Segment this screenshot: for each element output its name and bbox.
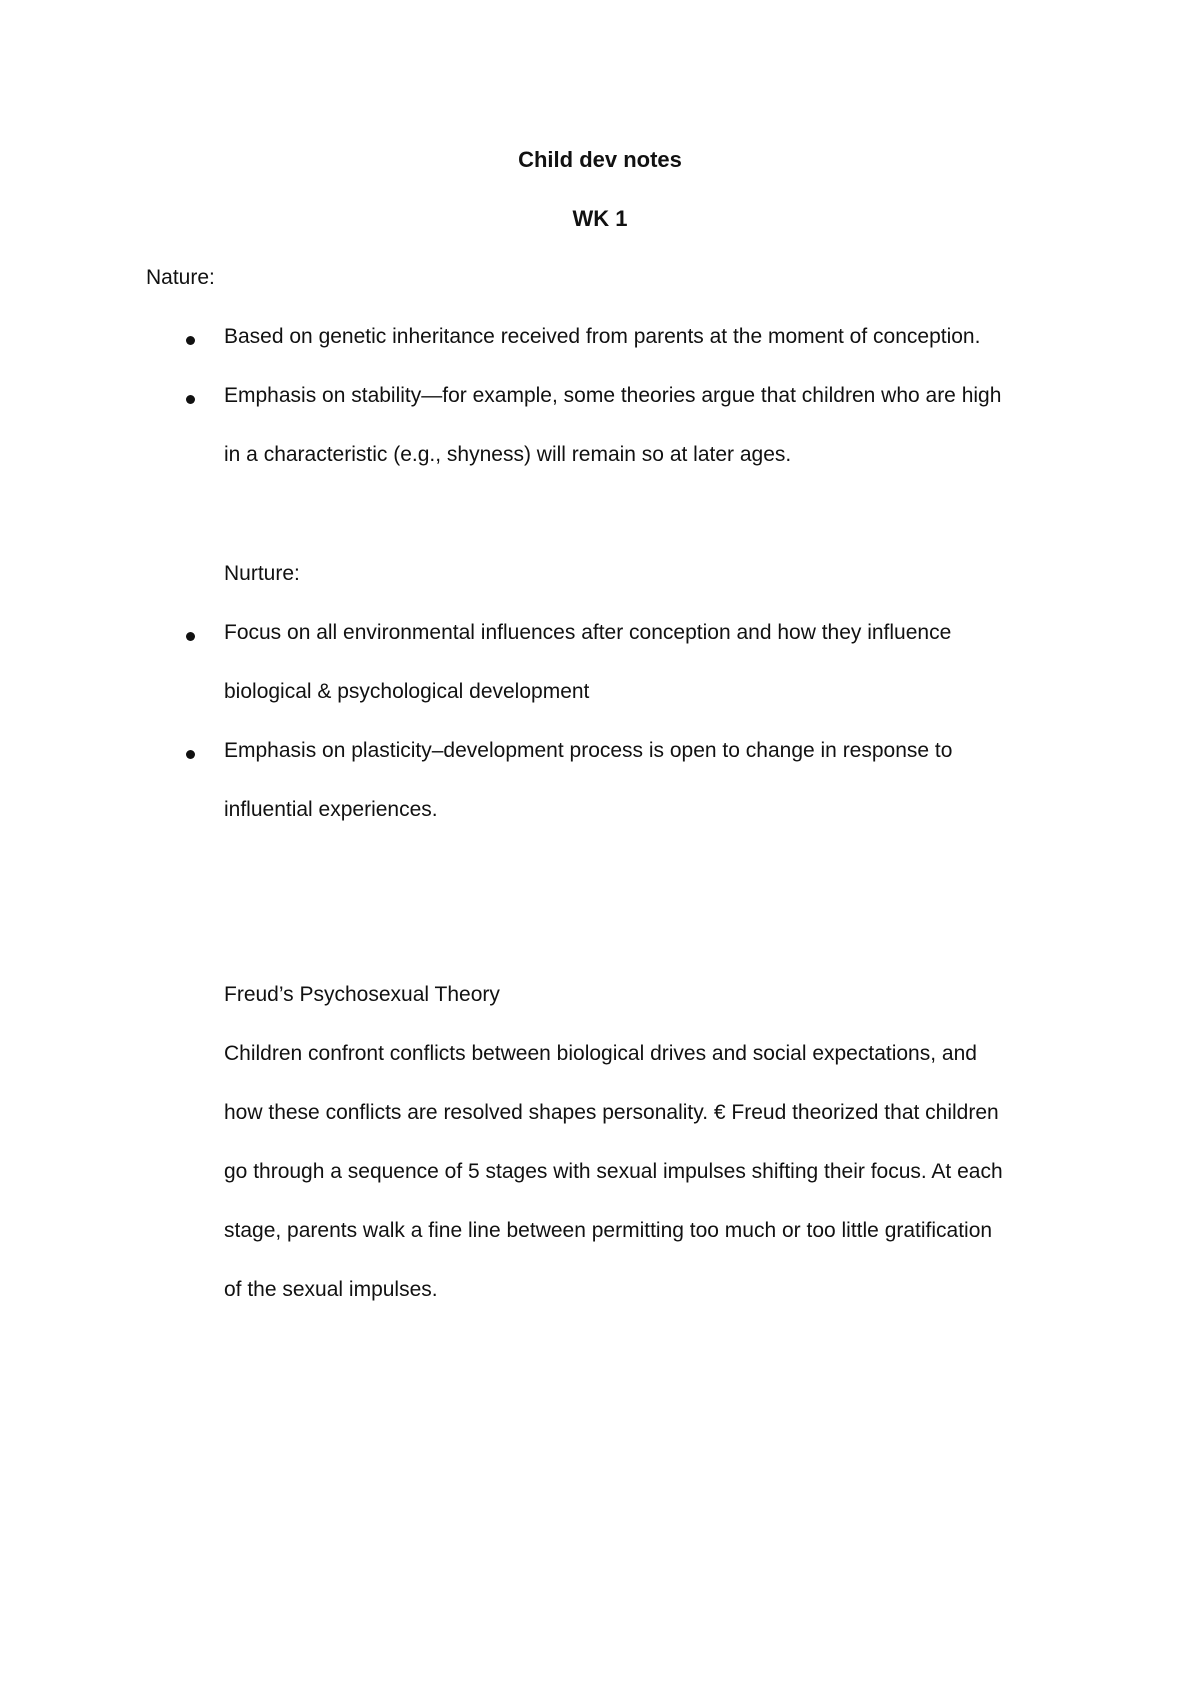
document-title: Child dev notes <box>518 147 682 172</box>
nature-heading: Nature: <box>146 266 215 289</box>
nurture-heading: Nurture: <box>224 562 300 585</box>
bullet-dot-icon <box>186 395 195 404</box>
document-subtitle: WK 1 <box>572 206 628 231</box>
bullet-dot-icon <box>186 750 195 759</box>
bullet-dot-icon <box>186 632 195 641</box>
bullet-dot-icon <box>186 336 195 345</box>
list-item: Focus on all environmental influences after conception and how they influence <box>224 621 952 644</box>
paragraph-line: of the sexual impulses. <box>224 1278 438 1301</box>
paragraph-line: how these conflicts are resolved shapes personality. € Freud theorized that children <box>224 1101 999 1124</box>
freud-heading: Freud’s Psychosexual Theory <box>224 983 500 1006</box>
list-item-continuation: influential experiences. <box>224 798 438 821</box>
list-item: Emphasis on plasticity–development process is open to change in response to <box>224 739 953 762</box>
paragraph-line: stage, parents walk a fine line between permitting too much or too little gratification <box>224 1219 993 1242</box>
list-item-continuation: biological & psychological development <box>224 680 590 703</box>
paragraph-line: Children confront conflicts between biological drives and social expectations, and <box>224 1042 977 1065</box>
list-item: Based on genetic inheritance received from parents at the moment of conception. <box>224 325 981 348</box>
list-item-continuation: in a characteristic (e.g., shyness) will remain so at later ages. <box>224 443 792 466</box>
list-item: Emphasis on stability—for example, some theories argue that children who are high <box>224 384 1002 407</box>
paragraph-line: go through a sequence of 5 stages with sexual impulses shifting their focus. At each <box>224 1160 1003 1183</box>
